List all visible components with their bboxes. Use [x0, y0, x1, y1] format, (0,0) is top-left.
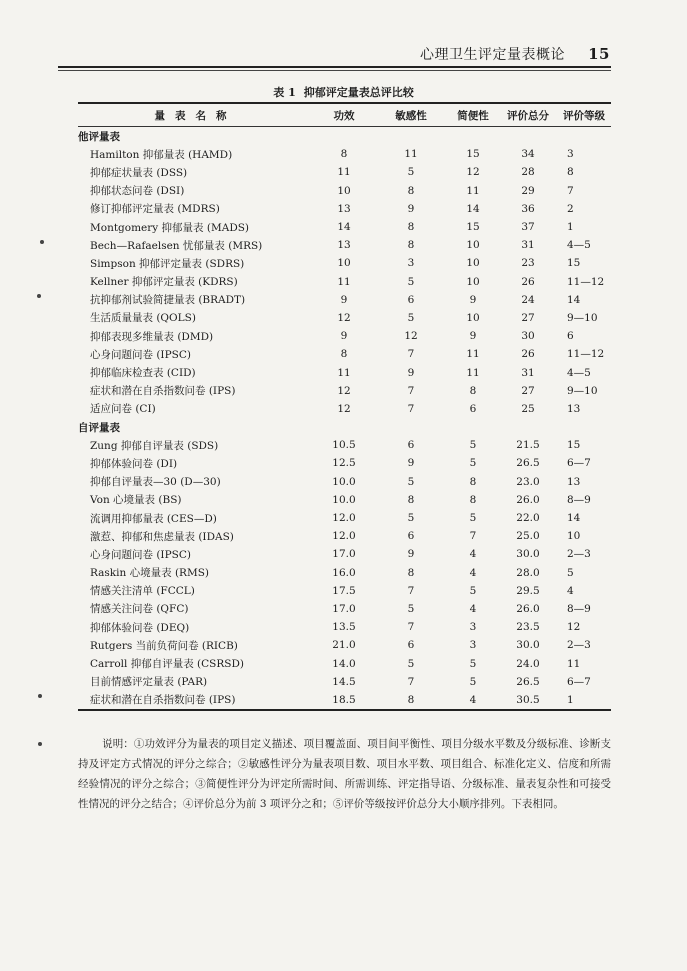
cell-name: 症状和潜在自杀指数问卷 (IPS) [90, 694, 236, 707]
cell-grade: 2 [567, 202, 574, 215]
table-row [78, 473, 611, 491]
cell-grade: 11—12 [567, 348, 605, 361]
table-row [78, 218, 611, 236]
cell-efficacy: 9 [340, 293, 348, 306]
cell-convenience: 15 [466, 221, 480, 234]
table-header-row [78, 104, 611, 126]
cell-name: 心身问题问卷 (IPSC) [90, 548, 191, 561]
cell-total: 29 [521, 184, 535, 197]
table-row [78, 200, 611, 218]
cell-grade: 15 [567, 439, 581, 452]
table-row [78, 527, 611, 545]
cell-total: 29.5 [516, 584, 540, 597]
cell-name: Kellner 抑郁评定量表 (KDRS) [90, 276, 238, 289]
cell-grade: 8 [567, 166, 574, 179]
notes-text: 说明：①功效评分为量表的项目定义描述、项目覆盖面、项目间平衡性、项目分级水平数及分级标准、诊断支持及评定方式情况的评分之综合；②敏感性评分为量表项目数、项目水平数、项目组合、标准化定义、信度和所需经验情况的评分之综合；③简便性评分为评定所需时间、所需训练、评定指导语、分级标准、量表复杂性和可接受性情况的评分之结合；④评价总分为前 3 项评分之和；⑤评价等级按评价总分大小顺序排列。下表相同。 [78, 738, 611, 810]
cell-grade: 2—3 [567, 548, 591, 561]
cell-convenience: 8 [469, 493, 477, 506]
cell-total: 23.0 [516, 475, 540, 488]
cell-efficacy: 11 [337, 166, 351, 179]
cell-total: 28.0 [516, 566, 540, 579]
cell-name: Hamilton 抑郁量表 (HAMD) [90, 148, 233, 161]
cell-sensitivity: 7 [407, 348, 415, 361]
cell-grade: 7 [567, 184, 574, 197]
cell-convenience: 11 [466, 366, 480, 379]
cell-convenience: 12 [466, 166, 480, 179]
cell-grade: 13 [567, 475, 581, 488]
cell-total: 37 [521, 221, 535, 234]
cell-name: Simpson 抑郁评定量表 (SDRS) [90, 257, 245, 270]
cell-convenience: 14 [466, 202, 480, 215]
cell-name: 修订抑郁评定量表 (MDRS) [90, 203, 220, 216]
running-head [420, 44, 610, 64]
cell-total: 27 [521, 384, 535, 397]
cell-total: 21.5 [516, 439, 540, 452]
cell-name: 抑郁症状量表 (DSS) [90, 166, 188, 179]
table-notes [78, 734, 611, 814]
cell-convenience: 8 [469, 475, 477, 488]
cell-name: Montgomery 抑郁量表 (MADS) [90, 221, 250, 234]
cell-sensitivity: 9 [407, 202, 415, 215]
cell-convenience: 15 [466, 148, 480, 161]
cell-sensitivity: 8 [407, 221, 415, 234]
cell-convenience: 6 [469, 402, 477, 415]
cell-name: Bech—Rafaelsen 忧郁量表 (MRS) [90, 239, 263, 252]
cell-name: 生活质量量表 (QOLS) [90, 312, 196, 325]
table-row [78, 291, 611, 309]
cell-convenience: 7 [469, 530, 477, 543]
header-total: 评价总分 [507, 109, 549, 122]
cell-grade: 10 [567, 530, 581, 543]
scan-speck [38, 742, 42, 746]
cell-name: Von 心境量表 (BS) [90, 494, 182, 507]
cell-total: 24.0 [516, 657, 540, 670]
cell-efficacy: 12 [337, 402, 351, 415]
cell-grade: 15 [567, 257, 581, 270]
cell-efficacy: 10 [337, 257, 351, 270]
cell-total: 26.0 [516, 602, 540, 615]
cell-sensitivity: 5 [407, 166, 415, 179]
cell-efficacy: 14.5 [332, 675, 356, 688]
cell-grade: 2—3 [567, 639, 591, 652]
table-bottom-rule [78, 709, 611, 711]
table-row [78, 363, 611, 381]
cell-efficacy: 10.0 [332, 475, 356, 488]
cell-total: 36 [521, 202, 535, 215]
cell-convenience: 5 [469, 512, 477, 525]
table-row [78, 454, 611, 472]
cell-convenience: 10 [466, 311, 480, 324]
cell-total: 25 [521, 402, 535, 415]
cell-efficacy: 16.0 [332, 566, 356, 579]
cell-name: 目前情感评定量表 (PAR) [90, 676, 208, 689]
table-body [78, 127, 611, 709]
cell-total: 23 [521, 257, 535, 270]
table-row [78, 691, 611, 709]
table-row [78, 673, 611, 691]
cell-sensitivity: 5 [407, 275, 415, 288]
cell-efficacy: 14.0 [332, 657, 356, 670]
cell-convenience: 10 [466, 275, 480, 288]
cell-sensitivity: 6 [407, 639, 415, 652]
cell-efficacy: 10.0 [332, 493, 356, 506]
table-row [78, 564, 611, 582]
table-row [78, 309, 611, 327]
cell-grade: 8—9 [567, 493, 591, 506]
table-row [78, 509, 611, 527]
cell-grade: 4 [567, 584, 574, 597]
table-row [78, 236, 611, 254]
cell-sensitivity: 12 [404, 330, 418, 343]
cell-sensitivity: 6 [407, 293, 415, 306]
cell-total: 26 [521, 348, 535, 361]
cell-name: Raskin 心境量表 (RMS) [90, 567, 209, 580]
cell-grade: 1 [567, 221, 574, 234]
table-row [78, 145, 611, 163]
cell-sensitivity: 7 [407, 621, 415, 634]
cell-efficacy: 11 [337, 275, 351, 288]
cell-grade: 4—5 [567, 239, 591, 252]
cell-grade: 13 [567, 402, 581, 415]
cell-efficacy: 21.0 [332, 639, 356, 652]
table-row [78, 491, 611, 509]
cell-sensitivity: 8 [407, 184, 415, 197]
table-row [78, 327, 611, 345]
cell-name: Rutgers 当前负荷问卷 (RICB) [90, 639, 238, 652]
cell-convenience: 9 [469, 293, 477, 306]
cell-efficacy: 12.5 [332, 457, 356, 470]
cell-total: 30.0 [516, 548, 540, 561]
cell-efficacy: 14 [337, 221, 351, 234]
table-row [78, 582, 611, 600]
cell-grade: 6—7 [567, 675, 591, 688]
cell-efficacy: 8 [340, 348, 348, 361]
cell-sensitivity: 7 [407, 402, 415, 415]
cell-sensitivity: 7 [407, 675, 415, 688]
section-label: 自评量表 [78, 421, 120, 434]
cell-efficacy: 12 [337, 384, 351, 397]
cell-name: 情感关注清单 (FCCL) [90, 585, 195, 598]
cell-total: 28 [521, 166, 535, 179]
table-row [78, 400, 611, 418]
cell-sensitivity: 5 [407, 657, 415, 670]
table-caption [0, 84, 687, 100]
cell-efficacy: 17.0 [332, 548, 356, 561]
table-title: 抑郁评定量表总评比较 [303, 86, 414, 99]
scan-speck [40, 240, 44, 244]
cell-total: 22.0 [516, 512, 540, 525]
cell-grade: 11—12 [567, 275, 605, 288]
header-grade: 评价等级 [563, 109, 605, 122]
cell-total: 30.5 [516, 693, 540, 706]
cell-efficacy: 12 [337, 311, 351, 324]
running-head-title: 心理卫生评定量表概论 [420, 47, 565, 63]
cell-grade: 3 [567, 148, 574, 161]
cell-sensitivity: 6 [407, 439, 415, 452]
cell-convenience: 5 [469, 439, 477, 452]
cell-efficacy: 13.5 [332, 621, 356, 634]
header-name: 量表名称 [154, 109, 237, 122]
cell-total: 27 [521, 311, 535, 324]
cell-total: 24 [521, 293, 535, 306]
cell-name: 流调用抑郁量表 (CES—D) [90, 512, 217, 525]
cell-convenience: 10 [466, 239, 480, 252]
cell-total: 25.0 [516, 530, 540, 543]
cell-convenience: 11 [466, 184, 480, 197]
comparison-table [78, 102, 611, 711]
cell-name: 抗抑郁剂试验简捷量表 (BRADT) [90, 294, 246, 307]
cell-grade: 14 [567, 293, 581, 306]
cell-sensitivity: 5 [407, 311, 415, 324]
table-row [78, 345, 611, 363]
header-rule-thin [58, 70, 611, 71]
cell-convenience: 5 [469, 457, 477, 470]
header-sensitivity: 敏感性 [395, 109, 427, 122]
cell-total: 31 [521, 366, 535, 379]
cell-convenience: 9 [469, 330, 477, 343]
cell-name: 抑郁表现多维量表 (DMD) [90, 330, 214, 343]
cell-name: 情感关注问卷 (QFC) [90, 603, 189, 616]
cell-efficacy: 13 [337, 239, 351, 252]
cell-grade: 12 [567, 621, 581, 634]
cell-grade: 4—5 [567, 366, 591, 379]
cell-efficacy: 13 [337, 202, 351, 215]
cell-name: 抑郁体验问卷 (DI) [90, 457, 178, 470]
cell-grade: 11 [567, 657, 581, 670]
cell-sensitivity: 7 [407, 384, 415, 397]
cell-sensitivity: 9 [407, 548, 415, 561]
header-efficacy: 功效 [333, 109, 355, 122]
cell-sensitivity: 9 [407, 366, 415, 379]
cell-convenience: 3 [469, 621, 477, 634]
cell-efficacy: 17.5 [332, 584, 356, 597]
cell-name: 抑郁体验问卷 (DEQ) [90, 621, 190, 634]
table-row [78, 654, 611, 672]
cell-name: 心身问题问卷 (IPSC) [90, 348, 191, 361]
cell-name: 抑郁临床检查表 (CID) [90, 367, 196, 380]
cell-convenience: 5 [469, 584, 477, 597]
cell-efficacy: 12.0 [332, 512, 356, 525]
cell-convenience: 4 [469, 566, 477, 579]
cell-sensitivity: 11 [404, 148, 418, 161]
cell-grade: 8—9 [567, 602, 591, 615]
cell-sensitivity: 3 [407, 257, 415, 270]
cell-convenience: 4 [469, 602, 477, 615]
cell-convenience: 4 [469, 548, 477, 561]
cell-sensitivity: 5 [407, 512, 415, 525]
cell-name: Carroll 抑郁自评量表 (CSRSD) [90, 658, 244, 671]
cell-convenience: 11 [466, 348, 480, 361]
cell-total: 26.0 [516, 493, 540, 506]
table-row [78, 545, 611, 563]
cell-convenience: 3 [469, 639, 477, 652]
cell-total: 30.0 [516, 639, 540, 652]
cell-grade: 9—10 [567, 384, 598, 397]
table-row [78, 600, 611, 618]
cell-efficacy: 10.5 [332, 439, 356, 452]
table-row [78, 382, 611, 400]
table-row [78, 254, 611, 272]
header-convenience: 简便性 [457, 109, 489, 122]
cell-name: Zung 抑郁自评量表 (SDS) [90, 439, 219, 452]
table-row [78, 182, 611, 200]
cell-convenience: 8 [469, 384, 477, 397]
scan-speck [38, 694, 42, 698]
cell-sensitivity: 8 [407, 493, 415, 506]
cell-efficacy: 18.5 [332, 693, 356, 706]
scan-speck [37, 294, 41, 298]
cell-sensitivity: 7 [407, 584, 415, 597]
table-row [78, 436, 611, 454]
cell-sensitivity: 5 [407, 475, 415, 488]
cell-sensitivity: 8 [407, 566, 415, 579]
cell-convenience: 5 [469, 675, 477, 688]
cell-grade: 14 [567, 512, 581, 525]
cell-name: 适应问卷 (CI) [90, 403, 156, 416]
cell-sensitivity: 8 [407, 693, 415, 706]
table-row [78, 273, 611, 291]
cell-sensitivity: 6 [407, 530, 415, 543]
cell-name: 症状和潜在自杀指数问卷 (IPS) [90, 385, 236, 398]
cell-total: 30 [521, 330, 535, 343]
cell-sensitivity: 9 [407, 457, 415, 470]
cell-total: 26.5 [516, 457, 540, 470]
page-number: 15 [588, 45, 610, 63]
cell-name: 抑郁自评量表—30 (D—30) [90, 476, 221, 489]
cell-convenience: 10 [466, 257, 480, 270]
cell-sensitivity: 5 [407, 602, 415, 615]
cell-convenience: 4 [469, 693, 477, 706]
cell-grade: 5 [567, 566, 574, 579]
cell-total: 26.5 [516, 675, 540, 688]
table-row [78, 636, 611, 654]
cell-name: 激惹、抑郁和焦虑量表 (IDAS) [90, 530, 234, 543]
cell-efficacy: 8 [340, 148, 348, 161]
cell-total: 31 [521, 239, 535, 252]
cell-grade: 1 [567, 693, 574, 706]
section-label: 他评量表 [78, 130, 120, 143]
cell-efficacy: 9 [340, 330, 348, 343]
cell-efficacy: 11 [337, 366, 351, 379]
cell-convenience: 5 [469, 657, 477, 670]
cell-total: 26 [521, 275, 535, 288]
table-row [78, 618, 611, 636]
cell-efficacy: 12.0 [332, 530, 356, 543]
cell-grade: 6 [567, 330, 574, 343]
table-number: 表 1 [273, 86, 296, 99]
table-row [78, 163, 611, 181]
cell-total: 34 [521, 148, 535, 161]
header-rule [58, 66, 611, 68]
cell-total: 23.5 [516, 621, 540, 634]
cell-grade: 9—10 [567, 311, 598, 324]
cell-efficacy: 17.0 [332, 602, 356, 615]
cell-name: 抑郁状态问卷 (DSI) [90, 185, 185, 198]
cell-efficacy: 10 [337, 184, 351, 197]
cell-sensitivity: 8 [407, 239, 415, 252]
cell-grade: 6—7 [567, 457, 591, 470]
